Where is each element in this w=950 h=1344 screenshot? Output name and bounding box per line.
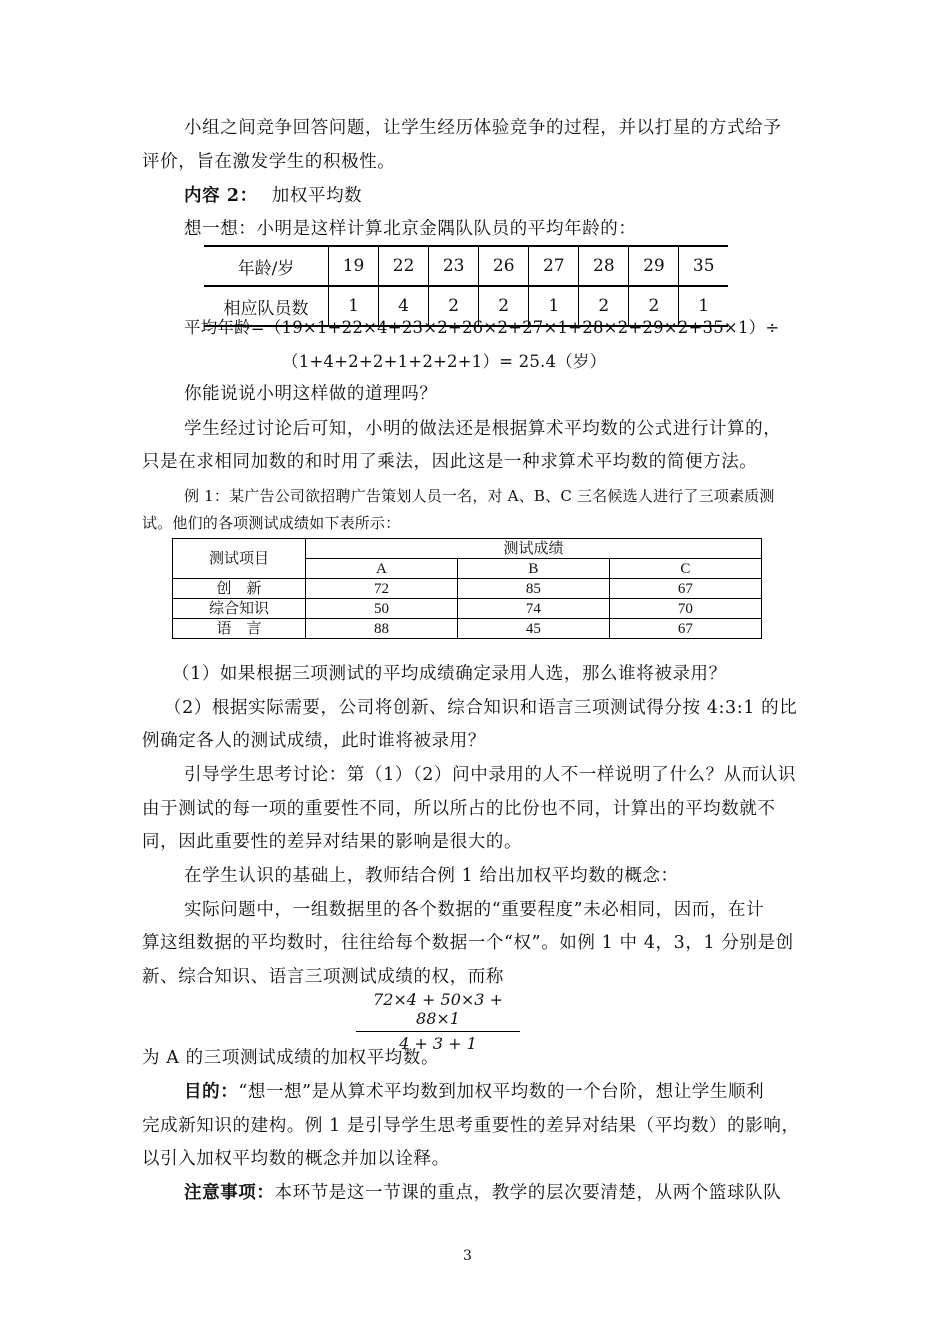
para2-line1: 学生经过讨论后可知，小明的做法还是根据算术平均数的公式进行计算的， (184, 419, 782, 439)
age-row (204, 246, 728, 286)
score-row (173, 599, 762, 619)
test-item: 综合知识 (173, 599, 306, 619)
test-item-header: 测试项目 (173, 539, 306, 579)
count-cell: 2 (479, 286, 529, 326)
age-cell: 28 (579, 246, 629, 286)
score-header-row (173, 539, 762, 559)
score-cell: 67 (609, 619, 761, 639)
question: 你能说说小明这样做的道理吗？ (184, 384, 438, 404)
section2-title: 加权平均数 (271, 186, 363, 206)
fraction-denominator: 4 + 3 + 1 (399, 1034, 477, 1053)
purpose-line2: 完成新知识的建构。例 1 是引导学生思考重要性的差异对结果（平均数）的影响， (142, 1116, 800, 1136)
para3-line1: 引导学生思考讨论：第（1）（2）问中录用的人不一样说明了什么？从而认识 (184, 765, 797, 785)
candidate-header: A (306, 559, 458, 579)
para1-line1: 小组之间竞争回答问题，让学生经历体验竞争的过程，并以打星的方式给予 (184, 118, 782, 138)
age-cell: 23 (429, 246, 479, 286)
para5-line2: 算这组数据的平均数时，往往给每个数据一个“权”。如例 1 中 4，3，1 分别是创 (142, 933, 794, 953)
purpose-text: “想一想”是从算术平均数到加权平均数的一个台阶，想让学生顺利 (238, 1082, 765, 1102)
purpose-line3: 以引入加权平均数的概念并加以诠释。 (142, 1149, 450, 1169)
age-cell: 19 (329, 246, 379, 286)
question-2-line1: （2）根据实际需要，公司将创新、综合知识和语言三项测试得分按 4:3:1 的比 (164, 698, 798, 718)
score-row (173, 579, 762, 599)
section2-heading (184, 184, 854, 208)
candidate-header: C (609, 559, 761, 579)
count-row-header: 相应队员数 (223, 298, 309, 319)
para2-line2: 只是在求相同加数的和时用了乘法，因此这是一种求算术平均数的简便方法。 (142, 452, 758, 472)
count-cell: 4 (379, 286, 429, 326)
example1-line1: 例 1：某广告公司欲招聘广告策划人员一名，对 A、B、C 三名候选人进行了三项素质测 (184, 487, 775, 505)
purpose-label: 目的： (184, 1082, 239, 1102)
score-cell: 88 (306, 619, 458, 639)
test-item: 创 新 (173, 579, 306, 599)
count-cell: 1 (329, 286, 379, 326)
score-cell: 85 (457, 579, 609, 599)
candidate-header: B (457, 559, 609, 579)
question-1: （1）如果根据三项测试的平均成绩确定录用人选，那么谁将被录用？ (172, 664, 727, 684)
count-cell: 2 (579, 286, 629, 326)
score-cell: 70 (609, 599, 761, 619)
count-cell: 1 (679, 286, 728, 326)
fraction-numerator: 72×4 + 50×3 + 88×1 (356, 990, 520, 1032)
score-cell: 72 (306, 579, 458, 599)
age-cell: 26 (479, 246, 529, 286)
age-table (204, 245, 728, 327)
para5-line1: 实际问题中，一组数据里的各个数据的“重要程度”未必相同，因而，在计 (184, 900, 765, 920)
para3-line3: 同，因此重要性的差异对结果的影响是很大的。 (142, 832, 523, 852)
formula-line1: 平均年龄=（19×1+22×4+23×2+26×2+27×1+28×2+29×2+35×1）÷ (184, 318, 780, 337)
count-cell: 1 (529, 286, 579, 326)
notes-line1 (184, 1181, 854, 1205)
weighted-mean-fraction (356, 990, 520, 1053)
age-cell: 35 (679, 246, 728, 286)
score-cell: 67 (609, 579, 761, 599)
age-cell: 29 (629, 246, 679, 286)
para1-line2: 评价，旨在激发学生的积极性。 (142, 152, 396, 172)
count-cell: 2 (429, 286, 479, 326)
notes-text: 本环节是这一节课的重点，教学的层次要清楚，从两个篮球队队 (274, 1183, 782, 1203)
notes-label: 注意事项： (184, 1183, 275, 1203)
age-cell: 22 (379, 246, 429, 286)
para3-line2: 由于测试的每一项的重要性不同，所以所占的比份也不同，计算出的平均数就不 (142, 799, 776, 819)
age-cell: 27 (529, 246, 579, 286)
para6: 为 A 的三项测试成绩的加权平均数。 (142, 1048, 440, 1068)
score-cell: 74 (457, 599, 609, 619)
think-prompt: 想一想：小明是这样计算北京金隅队队员的平均年龄的： (184, 219, 637, 239)
para5-line3: 新、综合知识、语言三项测试成绩的权，而称 (142, 967, 504, 987)
test-item: 语 言 (173, 619, 306, 639)
age-row-header: 年龄/岁 (204, 246, 329, 286)
purpose-line1 (184, 1080, 854, 1104)
formula-line2: （1+4+2+2+1+2+2+1）= 25.4（岁） (282, 352, 607, 371)
page-number: 3 (463, 1248, 472, 1264)
section2-label: 内容 2： (184, 186, 258, 206)
example1-line2: 试。他们的各项测试成绩如下表所示： (142, 514, 401, 532)
question-2-line2: 例确定各人的测试成绩，此时谁将被录用？ (142, 731, 486, 751)
score-cell: 45 (457, 619, 609, 639)
score-row (173, 619, 762, 639)
score-table (172, 538, 762, 639)
score-cell: 50 (306, 599, 458, 619)
count-cell: 2 (629, 286, 679, 326)
score-group-header: 测试成绩 (306, 539, 762, 559)
para4: 在学生认识的基础上，教师结合例 1 给出加权平均数的概念： (184, 866, 679, 886)
